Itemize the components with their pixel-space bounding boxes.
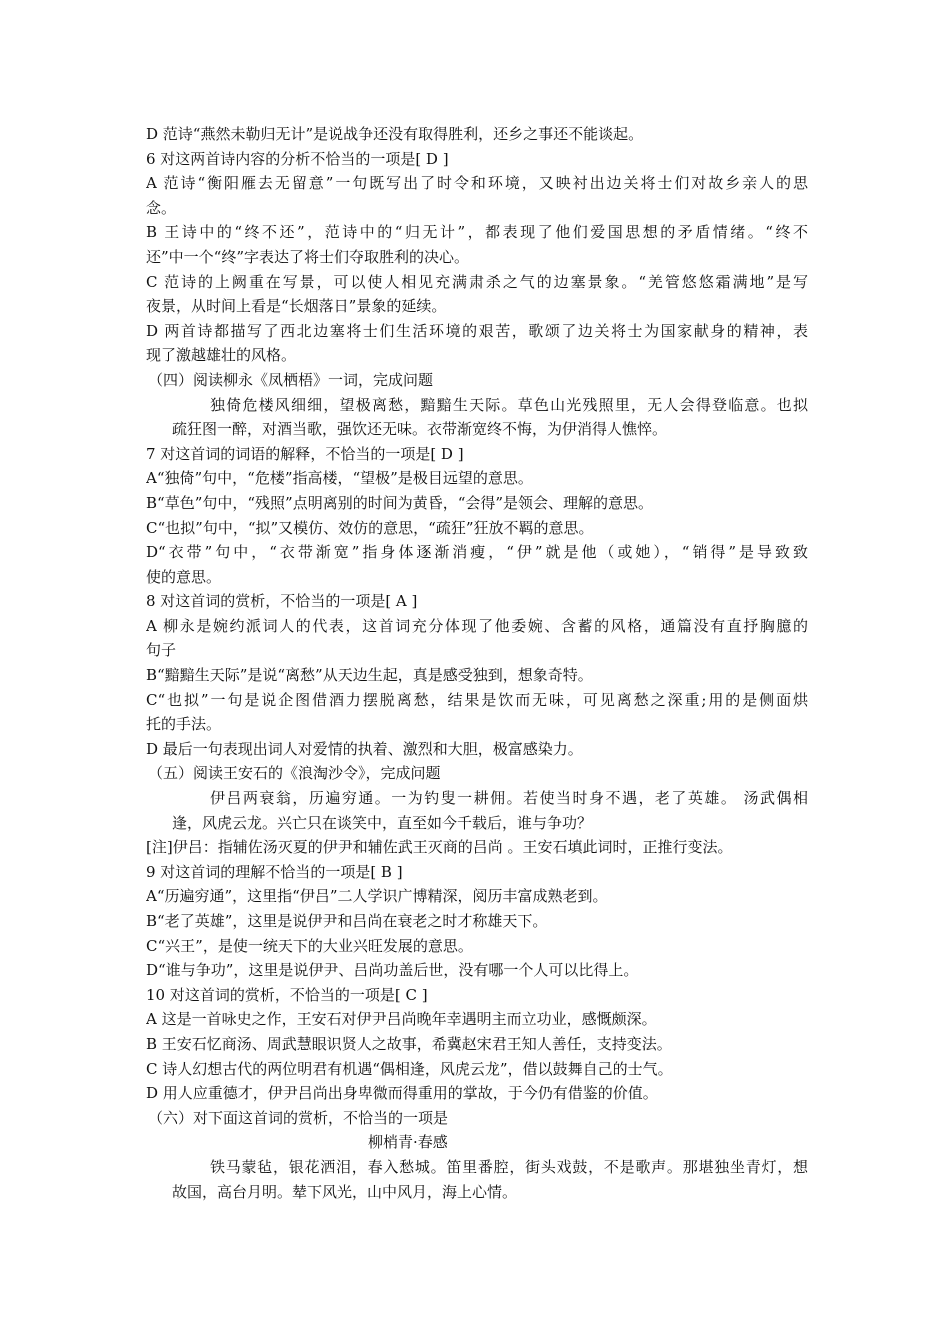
- text-line-3: A 范诗“衡阳雁去无留意”一句既写出了时令和环境，又映衬出边关将士们对故乡亲人的思: [146, 174, 808, 193]
- poem-line-4: 逢，风虎云龙。兴亡只在谈笑中，直至如今千载后，谁与争功？: [172, 813, 593, 832]
- option-9b: B“老了英雄”，这里是说伊尹和吕尚在衰老之时才称雄天下。: [146, 912, 548, 930]
- annotation-note: [注]伊吕：指辅佐汤灭夏的伊尹和辅佐武王灭商的吕尚 。王安石填此词时，正推行变法。: [146, 838, 733, 857]
- option-9a: A“历遍穷通”，这里指“伊吕”二人学识广博精深，阅历丰富成熟老到。: [146, 887, 608, 906]
- option-8c: C“也拟”一句是说企图借酒力摆脱离愁，结果是饮而无味，可见离愁之深重;用的是侧面烘: [146, 690, 808, 709]
- poem-line-1: 独倚危楼风细细，望极离愁，黯黯生天际。草色山光残照里，无人会得登临意。也拟: [210, 395, 808, 414]
- option-8a: A 柳永是婉约派词人的代表，这首词充分体现了他委婉、含蓄的风格，通篇没有直抒胸臆的: [146, 616, 808, 635]
- poem-line-2: 疏狂图一醉，对酒当歌，强饮还无味。衣带渐宽终不悔，为伊消得人憔悴。: [172, 420, 668, 439]
- poem-line-3: 伊吕两衰翁，历遍穷通。一为钓叟一耕佣。若使当时身不遇，老了英雄。 汤武偶相: [210, 789, 808, 808]
- poem-line-5: 铁马蒙毡，银花洒泪，春入愁城。笛里番腔，街头戏鼓，不是歌声。那堪独坐青灯，想: [210, 1157, 808, 1176]
- text-line-9: D 两首诗都描写了西北边塞将士们生活环境的艰苦，歌颂了边关将士为国家献身的精神，表: [146, 321, 808, 340]
- text-line-10: 现了激越雄壮的风格。: [146, 346, 297, 365]
- question-8: 8 对这首词的赏析，不恰当的一项是[ A ]: [146, 592, 418, 611]
- text-line-2: 6 对这两首诗内容的分析不恰当的一项是[ D ]: [146, 149, 449, 168]
- option-10a: A 这是一首咏史之作，王安石对伊尹吕尚晚年幸遇明主而立功业，感慨颇深。: [146, 1010, 657, 1029]
- text-line-6: 还”中一个“终”字表达了将士们夺取胜利的决心。: [146, 247, 470, 266]
- option-8d: D 最后一句表现出词人对爱情的执着、激烈和大胆，极富感染力。: [146, 739, 583, 758]
- document-page: [146, 122, 808, 1204]
- question-7: 7 对这首词的词语的解释，不恰当的一项是[ D ]: [146, 444, 464, 463]
- option-10d: D 用人应重德才，伊尹吕尚出身卑微而得重用的掌故，于今仍有借鉴的价值。: [146, 1084, 658, 1103]
- option-10b: B 王安石忆商汤、周武慧眼识贤人之故事，希冀赵宋君王知人善任，支持变法。: [146, 1034, 672, 1053]
- option-7d-cont: 使的意思。: [146, 567, 222, 586]
- option-7c: C“也拟”句中，“拟”又模仿、效仿的意思，“疏狂”狂放不羁的意思。: [146, 518, 594, 537]
- option-8c-cont: 托的手法。: [146, 715, 222, 734]
- poem-line-6: 故国，高台月明。辇下风光，山中风月，海上心情。: [172, 1182, 518, 1201]
- text-line-7: C 范诗的上阙重在写景，可以使人相见充满肃杀之气的边塞景象。“羌管悠悠霜满地”是写: [146, 272, 808, 291]
- text-line-1: D 范诗“燕然未勒归无计”是说战争还没有取得胜利，还乡之事还不能谈起。: [146, 125, 644, 143]
- option-8b: B“黯黯生天际”是说“离愁”从天边生起，真是感受独到，想象奇特。: [146, 666, 593, 685]
- option-9c: C“兴王”，是使一统天下的大业兴旺发展的意思。: [146, 936, 473, 955]
- poem-title: 柳梢青·春感: [368, 1133, 448, 1152]
- section-heading-4: （四）阅读柳永《凤栖梧》一词，完成问题: [148, 370, 434, 389]
- question-10: 10 对这首词的赏析，不恰当的一项是[ C ]: [146, 985, 428, 1004]
- option-7b: B“草色”句中，“残照”点明离别的时间为黄昏，“会得”是领会、理解的意思。: [146, 493, 654, 512]
- question-9: 9 对这首词的理解不恰当的一项是[ B ]: [146, 862, 403, 881]
- section-heading-6: （六）对下面这首词的赏析，不恰当的一项是: [148, 1108, 449, 1127]
- text-line-4: 念。: [146, 198, 177, 217]
- option-9d: D“谁与争功”，这里是说伊尹、吕尚功盖后世，没有哪一个人可以比得上。: [146, 961, 639, 980]
- option-8a-cont: 句子: [146, 641, 177, 660]
- text-line-5: B 王诗中的“终不还”，范诗中的“归无计”，都表现了他们爱国思想的矛盾情绪。“终不: [146, 223, 808, 242]
- section-heading-5: （五）阅读王安石的《浪淘沙令》，完成问题: [148, 764, 441, 783]
- option-10c: C 诗人幻想古代的两位明君有机遇“偶相逢，风虎云龙”，借以鼓舞自己的士气。: [146, 1059, 673, 1078]
- option-7d: D“衣带”句中，“衣带渐宽”指身体逐渐消瘦，“伊”就是他（或她），“销得”是导致致: [146, 543, 808, 562]
- text-line-8: 夜景，从时间上看是“长烟落日”景象的延续。: [146, 297, 447, 316]
- option-7a: A“独倚”句中，“危楼”指高楼，“望极”是极目远望的意思。: [146, 469, 533, 488]
